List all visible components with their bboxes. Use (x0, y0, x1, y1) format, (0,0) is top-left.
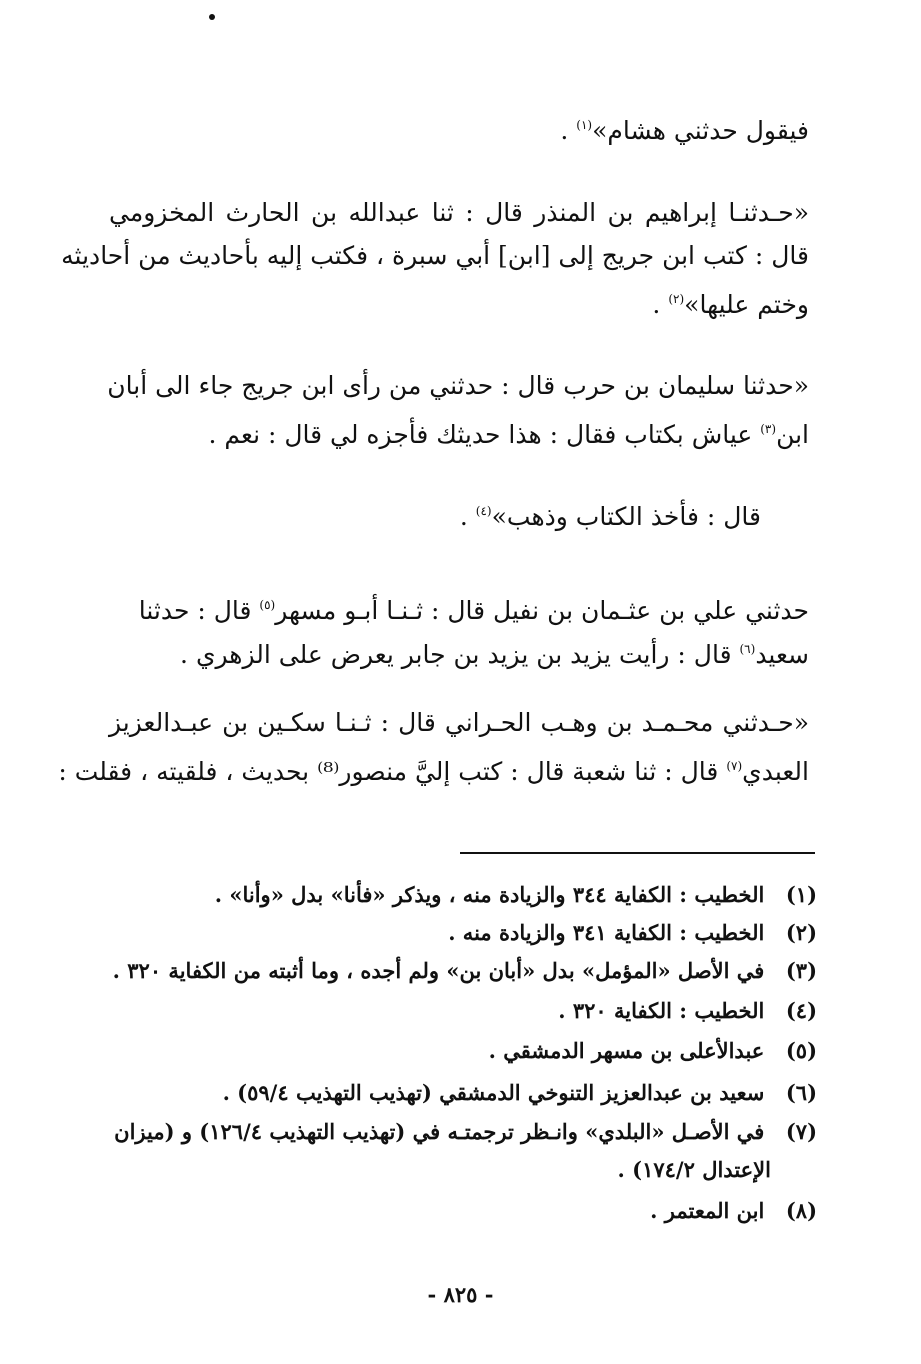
body-line-3: قال : كتب ابن جريج إلى [ابن] أبي سبرة ، فكتب إليه بأحاديث من أحاديثه (61, 241, 809, 270)
footnote-6: (٦) سعيد بن عبدالعزيز التنوخي الدمشقي (تهذيب التهذيب ٥٩/٤) . (222, 1080, 817, 1105)
footnote-3: (٣) في الأصل «المؤمل» بدل «أبان بن» ولم أجده ، وما أثبته من الكفاية ٣٢٠ . (112, 958, 817, 983)
body-line-1: فيقول حدثني هشام»$^{(١)}$ . (560, 116, 809, 145)
ink-dot (209, 14, 215, 20)
body-line-8: حدثني علي بن عثـمان بن نفيل قال : ثـنـا أبـو مسهر$^{(٥)}$ قال : حدثنا (138, 596, 809, 625)
body-line-11: العبدي$^{(٧)}$ قال : ثنا شعبة قال : كتب إليَّ منصور⁽⁸⁾ بحديث ، فلقيته ، فقلت : (58, 757, 809, 786)
body-line-10: «حـدثني محـمـد بن وهـب الحـراني قال : ثـنـا سكـين بن عبـدالعزيز (109, 708, 809, 737)
body-line-4: وختم عليها»$^{(٢)}$ . (652, 290, 809, 319)
footnote-4: (٤) الخطيب : الكفاية ٣٢٠ . (558, 998, 817, 1023)
footnote-2: (٢) الخطيب : الكفاية ٣٤١ والزيادة منه . (448, 920, 817, 945)
body-line-2: «حـدثنـا إبراهيم بن المنذر قال : ثنا عبدالله بن الحارث المخزومي (109, 198, 809, 227)
footnote-7: (٧) في الأصـل «البلدي» وانـظر ترجمتـه في (تهذيب التهذيب ١٢٦/٤) و (ميزان (114, 1119, 817, 1144)
body-line-7: قال : فأخذ الكتاب وذهب»$^{(٤)}$ . (459, 502, 761, 531)
page-number: - ٨٢٥ - (427, 1282, 494, 1307)
footnote-5: (٥) عبدالأعلى بن مسهر الدمشقي . (488, 1038, 817, 1063)
footnote-1: (١) الخطيب : الكفاية ٣٤٤ والزيادة منه ، ويذكر «فأنا» بدل «وأنا» . (214, 882, 817, 907)
footnote-8: (٨) ابن المعتمر . (650, 1198, 817, 1223)
body-line-5: «حدثنا سليمان بن حرب قال : حدثني من رأى ابن جريج جاء الى أبان (107, 371, 809, 400)
body-line-6: ابن$^{(٣)}$ عياش بكتاب فقال : هذا حديثك فأجزه لي قال : نعم . (208, 420, 809, 449)
footnote-7-continued: الإعتدال ١٧٤/٢) . (617, 1157, 771, 1182)
footnote-separator (460, 852, 815, 854)
body-line-9: سعيد$^{(٦)}$ قال : رأيت يزيد بن يزيد بن جابر يعرض على الزهري . (180, 640, 809, 669)
